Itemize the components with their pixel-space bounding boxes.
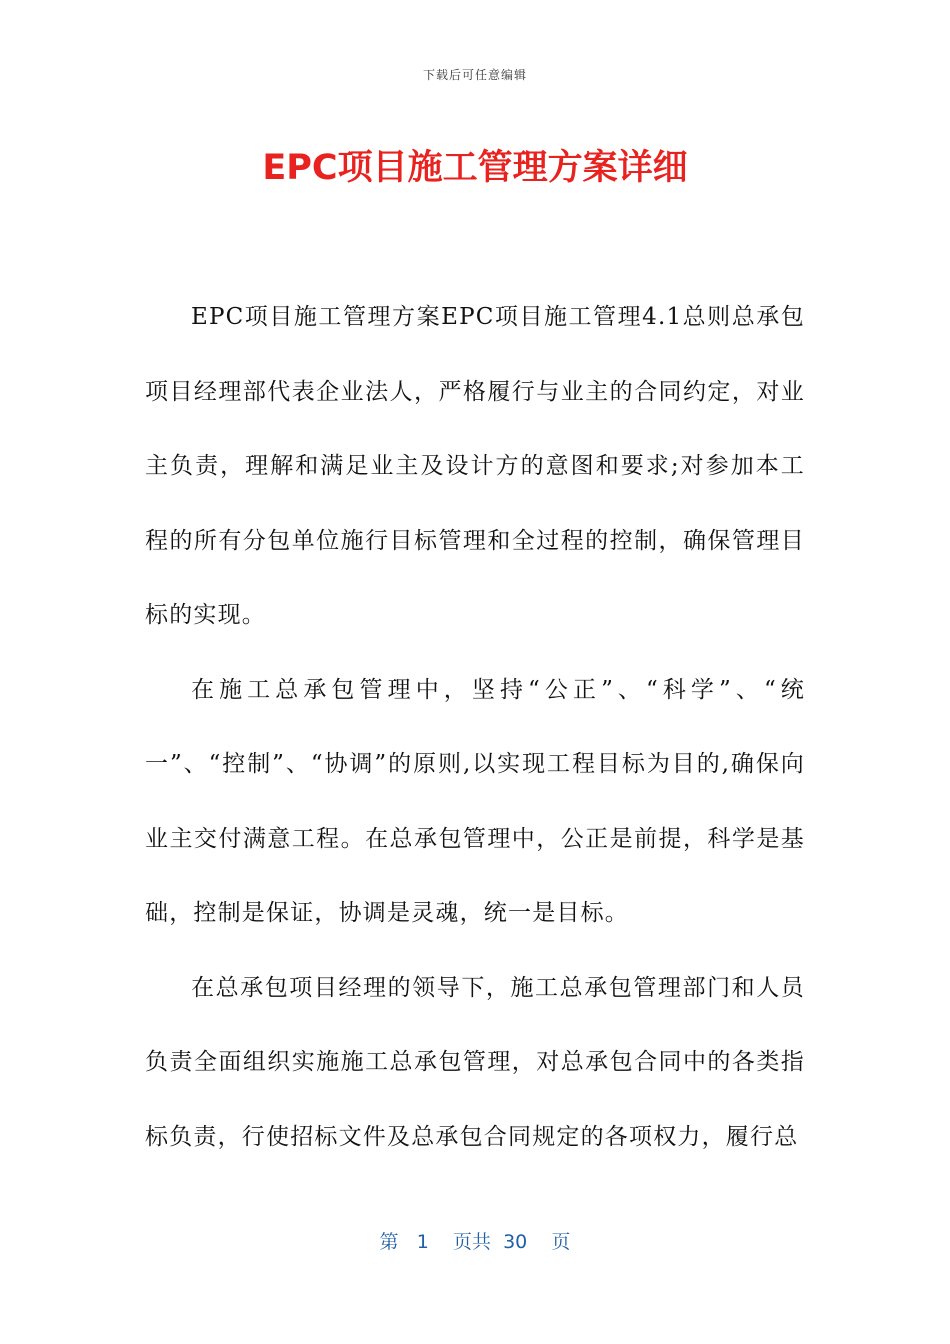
footer-suffix: 页 (551, 1231, 571, 1253)
footer-middle: 页共 (452, 1231, 491, 1253)
paragraph: 在施工总承包管理中，坚持“公正”、“科学”、“统一”、“控制”、“协调”的原则,以实现工程目标为目的,确保向业主交付满意工程。在总承包管理中，公正是前提，科学是基础，控制是保证，协调是灵魂，统一是目标。 (145, 676, 805, 926)
footer-prefix: 第 (379, 1231, 399, 1253)
header-note: 下载后可任意编辑 (422, 68, 527, 82)
document-title: EPC项目施工管理方案详细 (262, 148, 688, 188)
page-footer (0, 1227, 950, 1254)
paragraph: 在总承包项目经理的领导下，施工总承包管理部门和人员负责全面组织实施施工总承包管理，对总承包合同中的各类指标负责，行使招标文件及总承包合同规定的各项权力，履行总 (145, 974, 805, 1150)
document-body (145, 280, 805, 1174)
paragraph: EPC项目施工管理方案EPC项目施工管理4.1总则总承包项目经理部代表企业法人，严格履行与业主的合同约定，对业主负责，理解和满足业主及设计方的意图和要求;对参加本工程的所有分包单位施行目标管理和全过程的控制，确保管理目标的实现。 (145, 304, 805, 628)
total-pages: 30 (503, 1231, 528, 1253)
page-number: 1 (416, 1231, 429, 1253)
